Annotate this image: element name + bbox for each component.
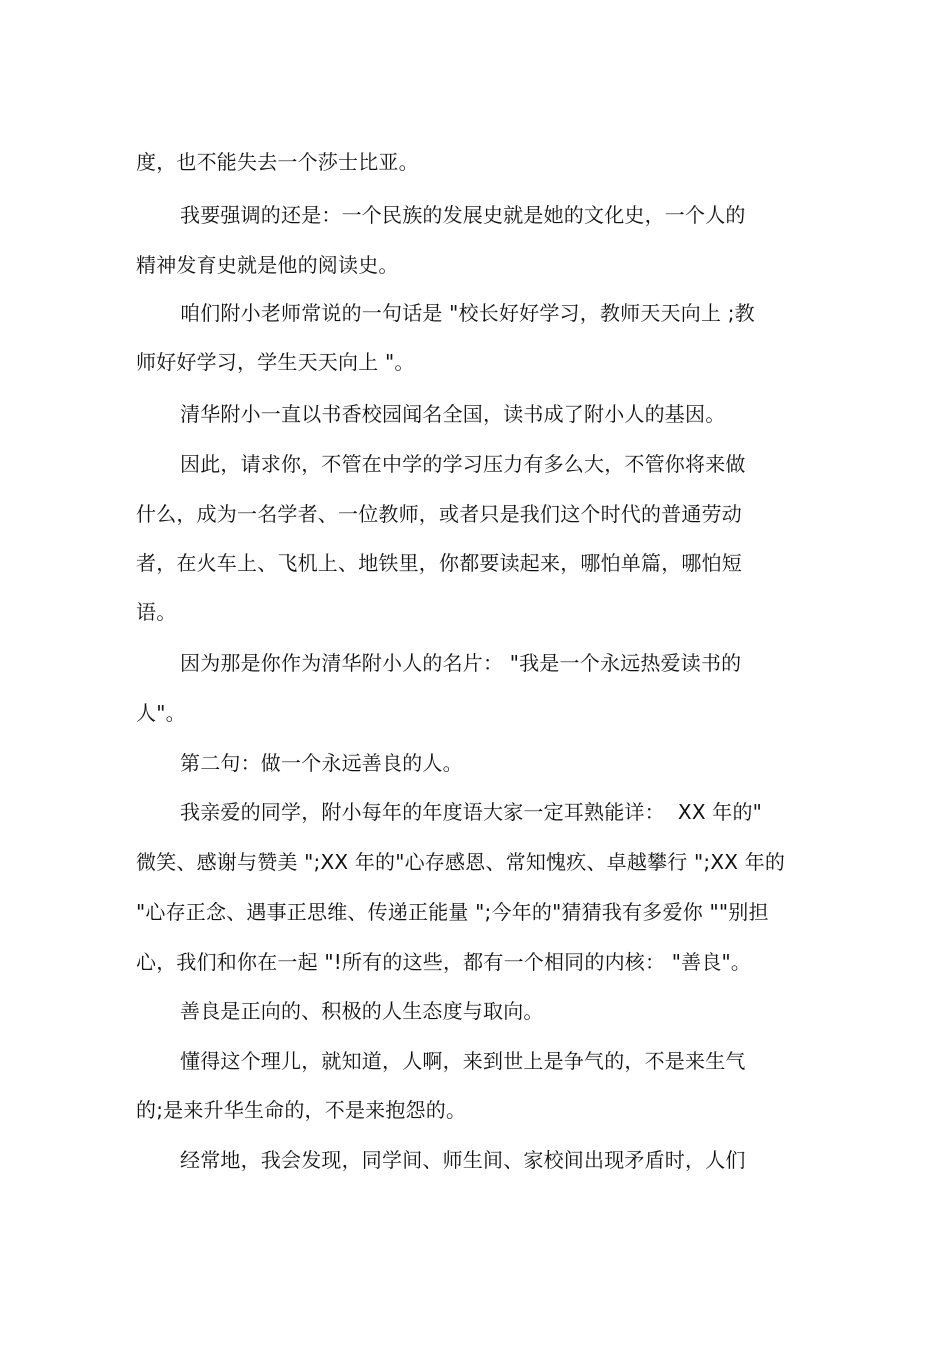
text-line: 师好好学习，学生天天向上 "。 (136, 350, 415, 374)
text-line: 懂得这个理儿，就知道，人啊，来到世上是争气的，不是来生气 (180, 1049, 746, 1073)
text-line: 我要强调的还是：一个民族的发展史就是她的文化史，一个人的 (180, 203, 746, 227)
text-line: 第二句：做一个永远善良的人。 (180, 751, 463, 775)
text-line: 度，也不能失去一个莎士比亚。 (136, 150, 419, 174)
text-line: 清华附小一直以书香校园闻名全国，读书成了附小人的基因。 (180, 402, 726, 426)
text-line: 微笑、感谢与赞美 ";XX 年的"心存感恩、常知愧疚、卓越攀行 ";XX 年的 (136, 850, 786, 874)
text-line: "心存正念、遇事正思维、传递正能量 ";今年的"猜猜我有多爱你 ""别担 (136, 900, 769, 924)
text-line: 者，在火车上、飞机上、地铁里，你都要读起来，哪怕单篇，哪怕短 (136, 551, 742, 575)
text-line: 精神发育史就是他的阅读史。 (136, 253, 399, 277)
text-line: 什么，成为一名学者、一位教师，或者只是我们这个时代的普通劳动 (136, 502, 742, 526)
text-line: 人"。 (136, 701, 186, 725)
text-line: 因此，请求你，不管在中学的学习压力有多么大，不管你将来做 (180, 452, 746, 476)
text-line: 善良是正向的、积极的人生态度与取向。 (180, 999, 544, 1023)
text-line: 我亲爱的同学，附小每年的年度语大家一定耳熟能详： XX 年的" (180, 800, 763, 824)
text-line: 的;是来升华生命的，不是来抱怨的。 (136, 1098, 467, 1122)
text-line: 经常地，我会发现，同学间、师生间、家校间出现矛盾时，人们 (180, 1148, 746, 1172)
text-line: 咱们附小老师常说的一句话是 "校长好好学习，教师天天向上 ;教 (180, 301, 755, 325)
text-line: 语。 (136, 600, 177, 624)
text-line: 因为那是你作为清华附小人的名片： "我是一个永远热爱读书的 (180, 651, 742, 675)
text-line: 心，我们和你在一起 "!所有的这些，都有一个相同的内核： "善良"。 (136, 950, 752, 974)
